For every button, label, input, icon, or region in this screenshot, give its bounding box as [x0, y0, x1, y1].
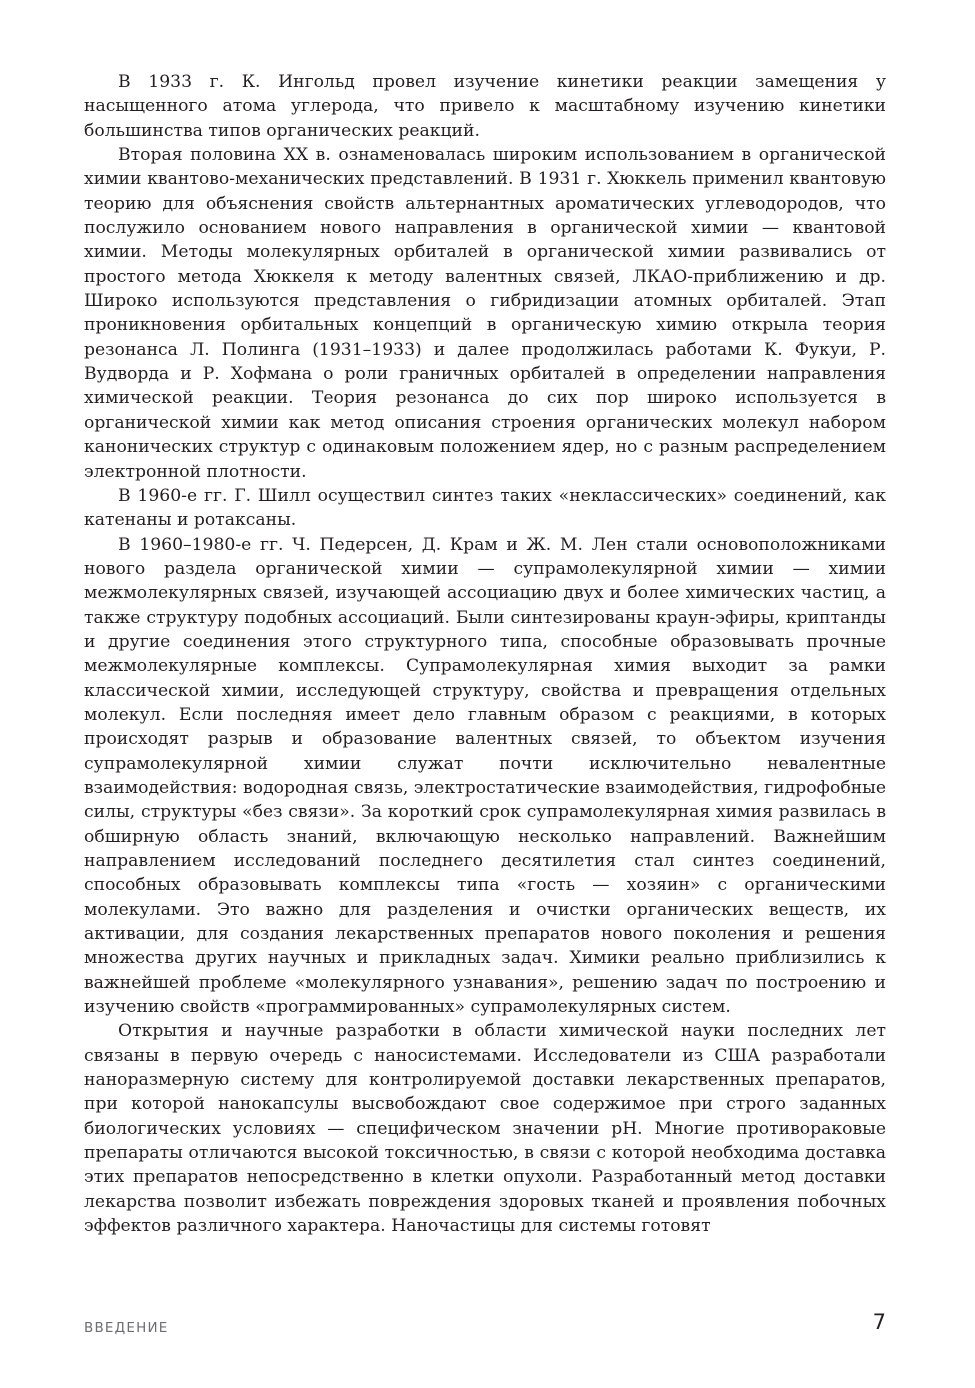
paragraph-schill: В 1960-е гг. Г. Шилл осуществил синтез таких «неклассических» соединений, как катенаны и ротаксаны. — [84, 485, 886, 531]
page-number: 7 — [872, 1310, 886, 1334]
paragraph-nanosystems: Открытия и научные разработки в области химической науки последних лет связаны в первую очередь с наносистемами. Исследователи из США разработали наноразмерную систему для контролируемой доставки лекарственных препаратов, при которой нанокапсулы высвобождают свое содержимое при строго заданных биологических условиях — специфическом значении pH. Многие противораковые препараты отличаются высокой токсичностью, в связи с которой необходима доставка этих препаратов непосредственно в клетки опухоли. Разработанный метод доставки лекарства позволит избежать повреждения здоровых тканей и проявления побочных эффектов различного характера. Наночастицы для системы готовят — [84, 1021, 886, 1237]
body-text — [84, 70, 886, 1239]
running-footer-section: ВВЕДЕНИЕ — [84, 1320, 169, 1336]
paragraph-ingold: В 1933 г. К. Ингольд провел изучение кинетики реакции замещения у насыщенного атома углерода, что привело к масштабному изучению кинетики большинства типов органических реакций. — [84, 72, 886, 141]
paragraph-supramolecular: В 1960–1980-е гг. Ч. Педерсен, Д. Крам и Ж. М. Лен стали основоположниками нового раздела органической химии — супрамолекулярной химии — химии межмолекулярных связей, изучающей ассоциацию двух и более химических частиц, а также структуру подобных ассоциаций. Были синтезированы краун-эфиры, криптанды и другие соединения этого структурного типа, способные образовывать прочные межмолекулярные комплексы. Супрамолекулярная химия выходит за рамки классической химии, исследующей структуру, свойства и превращения отдельных молекул. Если последняя имеет дело главным образом с реакциями, в которых происходят разрыв и образование валентных связей, то объектом изучения супрамолекулярной химии служат почти исключительно невалентные взаимодействия: водородная связь, электростатические взаимодействия, гидрофобные силы, структуры «без связи». За короткий срок супрамолекулярная химия развилась в обширную область знаний, включающую несколько направлений. Важнейшим направлением исследований последнего десятилетия стал синтез соединений, способных образовывать комплексы типа «гость — хозяин» с органическими молекулами. Это важно для разделения и очистки органических веществ, их активации, для создания лекарственных препаратов нового поколения и решения множества других научных и прикладных задач. Химики реально приблизились к важнейшей проблеме «молекулярного узнавания», решению задач по построению и изучению свойств «программированных» супрамолекулярных систем. — [84, 534, 886, 1018]
paragraph-quantum-chemistry: Вторая половина XX в. ознаменовалась широким использованием в органической химии квантово-механических представлений. В 1931 г. Хюккель применил квантовую теорию для объяснения свойств альтернантных ароматических углеводородов, что послужило основанием нового направления в органической химии — квантовой химии. Методы молекулярных орбиталей в органической химии развивались от простого метода Хюккеля к методу валентных связей, ЛКАО-приближению и др. Широко используются представления о гибридизации атомных орбиталей. Этап проникновения орбитальных концепций в органическую химию открыла теория резонанса Л. Полинга (1931–1933) и далее продолжилась работами К. Фукуи, Р. Вудворда и Р. Хофмана о роли граничных орбиталей в определении направления химической реакции. Теория резонанса до сих пор широко используется в органической химии как метод описания строения органических молекул набором канонических структур с одинаковым положением ядер, но с разным распределением электронной плотности. — [84, 145, 886, 482]
